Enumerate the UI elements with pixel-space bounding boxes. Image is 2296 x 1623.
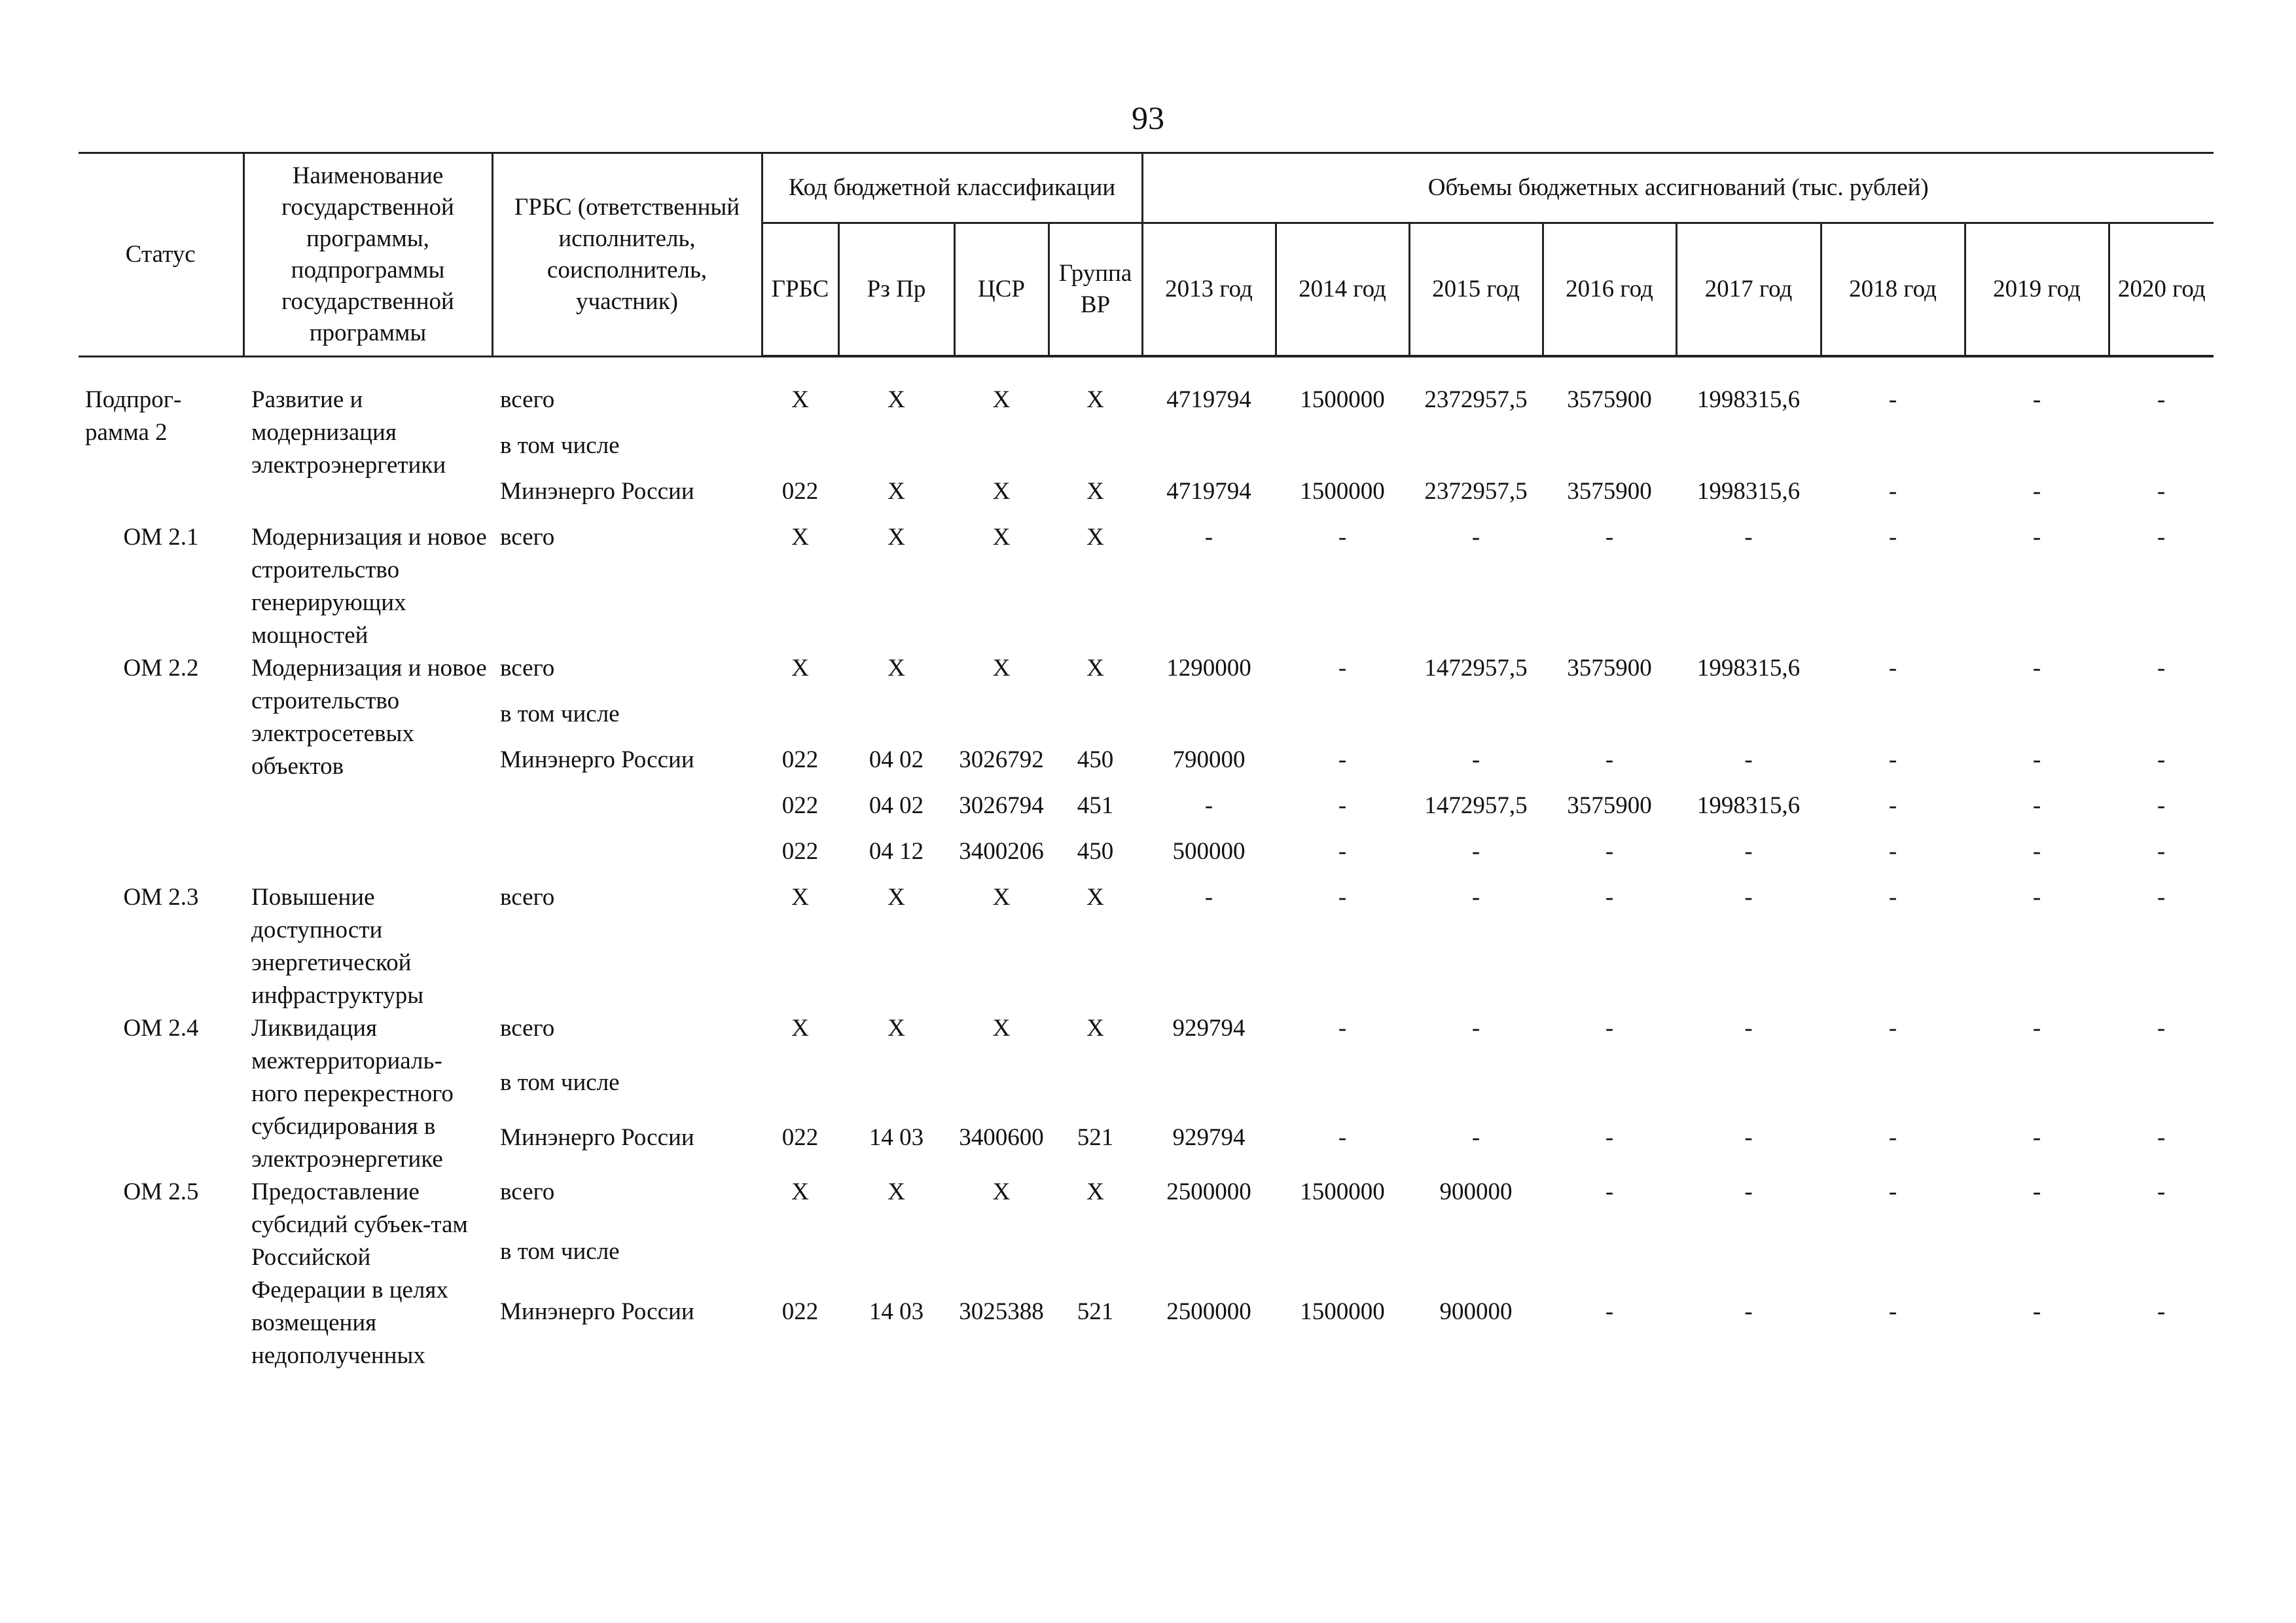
row-allocation-value: - [1338, 1123, 1347, 1151]
table-row [79, 1012, 2214, 1067]
row-budget-code [762, 1067, 838, 1121]
row-allocation-value: - [1204, 884, 1213, 911]
row-budget-code: 14 03 [869, 1123, 924, 1151]
row-allocation-value: - [2157, 1298, 2166, 1325]
row-allocation-value: - [2032, 792, 2041, 819]
row-budget-code: 3025388 [959, 1298, 1044, 1325]
row-executor: Минэнерго России [500, 746, 694, 773]
row-allocation-value: - [1338, 655, 1347, 682]
row-allocation-value: - [1888, 524, 1897, 551]
row-allocation-value: - [2032, 1015, 2041, 1042]
row-budget-code: X [1086, 524, 1104, 551]
row-budget-code [954, 429, 1049, 475]
row-allocation-value: - [1744, 1298, 1753, 1325]
row-budget-code: X [888, 655, 905, 682]
row-allocation-value: 1998315,6 [1696, 386, 1801, 413]
row-allocation-value: 1472957,5 [1424, 655, 1528, 682]
row-allocation-value: 4719794 [1166, 478, 1251, 505]
table-row [79, 521, 2214, 652]
row-budget-code [954, 698, 1049, 744]
row-allocation-value: - [1888, 746, 1897, 773]
row-allocation-value [1821, 1235, 1965, 1295]
row-budget-code: X [888, 1178, 905, 1205]
row-allocation-value: - [2032, 838, 2041, 865]
row-allocation-value: 500000 [1172, 838, 1246, 865]
row-budget-code: X [1086, 478, 1104, 505]
row-allocation-value: 1998315,6 [1696, 655, 1801, 682]
row-budget-code [838, 1067, 954, 1121]
row-allocation-value: - [1605, 524, 1614, 551]
row-allocation-value: - [1471, 838, 1480, 865]
row-budget-code: X [992, 884, 1011, 911]
row-allocation-value: - [1888, 1178, 1897, 1205]
row-budget-code: 04 12 [869, 838, 924, 865]
row-allocation-value [1409, 1067, 1543, 1121]
row-allocation-value [1676, 1067, 1821, 1121]
row-allocation-value: - [1744, 1123, 1753, 1151]
row-budget-code: 3026794 [959, 792, 1044, 819]
table-row [79, 652, 2214, 698]
row-budget-code: X [1086, 386, 1104, 413]
row-allocation-value: - [2032, 478, 2041, 505]
row-budget-code: X [1086, 655, 1104, 682]
row-allocation-value: - [2157, 1123, 2166, 1151]
row-allocation-value: 1500000 [1300, 1178, 1385, 1205]
row-allocation-value: 1998315,6 [1696, 478, 1801, 505]
row-allocation-value: - [1471, 524, 1480, 551]
row-allocation-value: - [1471, 1123, 1480, 1151]
row-budget-code [1049, 1235, 1142, 1295]
row-allocation-value: 3575900 [1567, 655, 1652, 682]
row-allocation-value: 1998315,6 [1696, 792, 1801, 819]
row-budget-code [838, 429, 954, 475]
row-allocation-value: - [1888, 386, 1897, 413]
row-allocation-value [1409, 1235, 1543, 1295]
header-budget-code: Код бюджетной классификации [762, 153, 1142, 223]
row-budget-code [954, 1235, 1049, 1295]
row-budget-code: 022 [781, 746, 819, 773]
row-allocation-value: - [1888, 838, 1897, 865]
row-executor: всего [500, 1015, 555, 1042]
row-allocation-value: - [1888, 655, 1897, 682]
row-allocation-value: - [1471, 1015, 1480, 1042]
row-allocation-value: 1472957,5 [1424, 792, 1528, 819]
row-allocation-value: - [1471, 746, 1480, 773]
row-allocation-value [1409, 429, 1543, 475]
row-allocation-value: 929794 [1172, 1123, 1246, 1151]
row-allocation-value [1965, 698, 2109, 744]
row-budget-code: X [888, 524, 905, 551]
row-budget-code: 04 02 [869, 746, 924, 773]
row-budget-code: X [992, 1178, 1011, 1205]
header-code-vr: Группа ВР [1049, 223, 1142, 357]
row-allocation-value: - [1744, 524, 1753, 551]
row-allocation-value: 2372957,5 [1424, 386, 1528, 413]
row-executor: всего [500, 524, 555, 551]
header-code-grbs: ГРБС [762, 223, 838, 357]
row-allocation-value [1965, 1067, 2109, 1121]
row-budget-code: X [1086, 1178, 1104, 1205]
row-allocation-value: 900000 [1439, 1298, 1513, 1325]
row-allocation-value [1543, 698, 1676, 744]
row-allocation-value: 1500000 [1300, 386, 1385, 413]
row-allocation-value [1676, 1235, 1821, 1295]
row-allocation-value [1409, 698, 1543, 744]
row-budget-code: X [1086, 884, 1104, 911]
header-year: 2017 год [1676, 223, 1821, 357]
row-budget-code: 450 [1077, 838, 1114, 865]
row-budget-code [1049, 1067, 1142, 1121]
row-allocation-value: 1290000 [1166, 655, 1251, 682]
row-allocation-value: - [1605, 1015, 1614, 1042]
row-allocation-value: - [2157, 746, 2166, 773]
row-allocation-value: - [1744, 1178, 1753, 1205]
row-allocation-value [1965, 429, 2109, 475]
header-budget-volumes: Объемы бюджетных ассигнований (тыс. рублей) [1142, 153, 2214, 223]
row-allocation-value: - [1605, 838, 1614, 865]
row-allocation-value: - [1338, 1015, 1347, 1042]
row-allocation-value: - [1204, 524, 1213, 551]
header-year: 2016 год [1543, 223, 1676, 357]
row-budget-code: 022 [781, 478, 819, 505]
row-status: Подпрог-рамма 2 [85, 386, 182, 446]
row-allocation-value: - [2157, 386, 2166, 413]
row-allocation-value: 900000 [1439, 1178, 1513, 1205]
row-allocation-value [1142, 429, 1276, 475]
row-budget-code: X [888, 884, 905, 911]
row-allocation-value: - [2032, 386, 2041, 413]
row-executor: Минэнерго России [500, 478, 694, 505]
row-allocation-value [2109, 1067, 2214, 1121]
row-executor: всего [500, 884, 555, 911]
row-allocation-value [1543, 1235, 1676, 1295]
row-allocation-value: - [1744, 746, 1753, 773]
table-row [79, 1176, 2214, 1235]
row-budget-code: X [791, 655, 809, 682]
row-allocation-value: - [2157, 1178, 2166, 1205]
row-allocation-value: 2500000 [1166, 1178, 1251, 1205]
row-allocation-value [2109, 698, 2214, 744]
row-budget-code [762, 1235, 838, 1295]
row-allocation-value [1142, 1067, 1276, 1121]
header-year: 2014 год [1276, 223, 1409, 357]
header-year: 2019 год [1965, 223, 2109, 357]
row-allocation-value: 1500000 [1300, 478, 1385, 505]
row-executor: в том числе [500, 701, 620, 727]
row-allocation-value: - [2032, 1298, 2041, 1325]
row-status: ОМ 2.1 [123, 524, 199, 551]
row-allocation-value: - [1204, 792, 1213, 819]
row-budget-code: 451 [1077, 792, 1114, 819]
row-allocation-value [1142, 698, 1276, 744]
row-allocation-value [1543, 1067, 1676, 1121]
header-grbs-executor: ГРБС (ответственный исполнитель, соисполнитель, участник) [492, 153, 762, 357]
row-allocation-value: - [2157, 478, 2166, 505]
row-allocation-value: 929794 [1172, 1015, 1246, 1042]
row-allocation-value: - [1605, 1298, 1614, 1325]
row-allocation-value: - [2032, 746, 2041, 773]
row-allocation-value: - [1605, 746, 1614, 773]
gap-cell [79, 356, 2214, 384]
row-executor [492, 790, 762, 835]
row-allocation-value [1276, 1067, 1409, 1121]
row-executor: всего [500, 655, 555, 682]
table-body [79, 356, 2214, 1372]
row-budget-code: 022 [781, 1123, 819, 1151]
row-program-name: Повышение доступности энергетической инфраструктуры [251, 884, 424, 1009]
header-gap-row [79, 356, 2214, 384]
row-allocation-value: 3575900 [1567, 386, 1652, 413]
row-allocation-value: - [1744, 1015, 1753, 1042]
row-allocation-value: - [2157, 838, 2166, 865]
row-allocation-value: 3575900 [1567, 478, 1652, 505]
row-allocation-value: - [1605, 1123, 1614, 1151]
row-allocation-value: - [2157, 884, 2166, 911]
row-allocation-value: - [2032, 1123, 2041, 1151]
row-allocation-value: - [1338, 524, 1347, 551]
row-allocation-value [1676, 698, 1821, 744]
row-allocation-value [1821, 429, 1965, 475]
header-code-rzpr: Рз Пр [838, 223, 954, 357]
row-budget-code: X [791, 1178, 809, 1205]
row-allocation-value: - [1471, 884, 1480, 911]
row-allocation-value: 2500000 [1166, 1298, 1251, 1325]
header-year: 2020 год [2109, 223, 2214, 357]
row-allocation-value: - [2032, 524, 2041, 551]
row-status: ОМ 2.2 [123, 655, 199, 682]
row-budget-code: 022 [781, 838, 819, 865]
row-budget-code: 3400600 [959, 1123, 1044, 1151]
row-program-name: Развитие и модернизация электроэнергетики [251, 386, 446, 479]
row-allocation-value [2109, 429, 2214, 475]
row-allocation-value: 1500000 [1300, 1298, 1385, 1325]
row-budget-code: X [1086, 1015, 1104, 1042]
row-budget-code: X [992, 478, 1011, 505]
row-budget-code [838, 1235, 954, 1295]
row-budget-code: X [791, 386, 809, 413]
row-budget-code: X [791, 1015, 809, 1042]
row-allocation-value [1676, 429, 1821, 475]
row-allocation-value [1965, 1235, 2109, 1295]
page-number: 93 [1132, 100, 1164, 136]
row-allocation-value: - [2157, 792, 2166, 819]
header-code-csr: ЦСР [954, 223, 1049, 357]
row-budget-code: 022 [781, 1298, 819, 1325]
row-allocation-value [2109, 1235, 2214, 1295]
row-allocation-value [1276, 1235, 1409, 1295]
row-allocation-value [1543, 429, 1676, 475]
row-budget-code [762, 698, 838, 744]
row-executor: в том числе [500, 1069, 620, 1097]
row-budget-code [838, 698, 954, 744]
row-status: ОМ 2.5 [123, 1178, 199, 1205]
row-budget-code: X [992, 524, 1011, 551]
table-header [79, 153, 2214, 357]
row-allocation-value [1276, 698, 1409, 744]
row-budget-code [954, 1067, 1049, 1121]
row-executor: Минэнерго России [500, 1298, 694, 1325]
table-row [79, 881, 2214, 1012]
row-allocation-value [1142, 1235, 1276, 1295]
row-allocation-value: - [1605, 1178, 1614, 1205]
row-budget-code: 022 [781, 792, 819, 819]
row-executor [492, 835, 762, 881]
row-allocation-value: 790000 [1172, 746, 1246, 773]
row-allocation-value: - [1888, 792, 1897, 819]
row-budget-code [1049, 698, 1142, 744]
row-executor: всего [500, 1178, 555, 1205]
header-year: 2015 год [1409, 223, 1543, 357]
row-budget-code [1049, 429, 1142, 475]
row-allocation-value: - [2157, 1015, 2166, 1042]
row-status: ОМ 2.4 [123, 1015, 199, 1042]
row-program-name: Ликвидация межтерриториаль-ного перекрестного субсидирования в электроэнергетике [251, 1015, 454, 1173]
table-row [79, 384, 2214, 429]
row-executor: в том числе [500, 1238, 620, 1266]
row-budget-code: X [992, 655, 1011, 682]
row-allocation-value: - [1888, 1123, 1897, 1151]
row-allocation-value: - [1888, 1298, 1897, 1325]
row-budget-code: 450 [1077, 746, 1114, 773]
row-program-name: Модернизация и новое строительство генерирующих мощностей [251, 524, 487, 649]
row-allocation-value: 4719794 [1166, 386, 1251, 413]
budget-table-container [79, 152, 2214, 1372]
row-budget-code: 3400206 [959, 838, 1044, 865]
row-allocation-value: - [1338, 746, 1347, 773]
row-budget-code: 04 02 [869, 792, 924, 819]
row-allocation-value: - [2157, 524, 2166, 551]
row-allocation-value [1276, 429, 1409, 475]
row-allocation-value [1821, 698, 1965, 744]
row-allocation-value: - [1338, 792, 1347, 819]
row-allocation-value: 2372957,5 [1424, 478, 1528, 505]
row-allocation-value: - [1338, 884, 1347, 911]
row-budget-code [762, 429, 838, 475]
row-budget-code: 521 [1077, 1298, 1114, 1325]
row-budget-code: X [992, 1015, 1011, 1042]
row-allocation-value: - [1744, 884, 1753, 911]
row-program-name: Предоставление субсидий субъек-там Российской Федерации в целях возмещения недополученных [251, 1178, 468, 1369]
row-allocation-value [1821, 1067, 1965, 1121]
row-budget-code: 3026792 [959, 746, 1044, 773]
row-allocation-value: - [1888, 884, 1897, 911]
row-budget-code: 521 [1077, 1123, 1114, 1151]
row-executor: в том числе [500, 432, 620, 459]
row-status: ОМ 2.3 [123, 884, 199, 911]
row-budget-code: X [888, 1015, 905, 1042]
row-budget-code: X [888, 386, 905, 413]
header-year: 2018 год [1821, 223, 1965, 357]
header-status: Статус [79, 153, 243, 357]
header-program-name: Наименование государственной программы, подпрограммы государственной программы [243, 153, 492, 357]
row-executor: всего [500, 386, 555, 413]
row-budget-code: X [791, 524, 809, 551]
row-budget-code: X [992, 386, 1011, 413]
row-allocation-value: - [2032, 655, 2041, 682]
row-allocation-value: - [1888, 1015, 1897, 1042]
row-program-name: Модернизация и новое строительство электросетевых объектов [251, 655, 487, 780]
row-allocation-value: 3575900 [1567, 792, 1652, 819]
header-year: 2013 год [1142, 223, 1276, 357]
row-budget-code: X [791, 884, 809, 911]
row-budget-code: X [888, 478, 905, 505]
row-allocation-value: - [1888, 478, 1897, 505]
row-allocation-value: - [2157, 655, 2166, 682]
row-allocation-value: - [2032, 1178, 2041, 1205]
row-executor: Минэнерго России [500, 1123, 694, 1151]
row-allocation-value: - [1338, 838, 1347, 865]
row-allocation-value: - [1744, 838, 1753, 865]
row-allocation-value: - [2032, 884, 2041, 911]
row-budget-code: 14 03 [869, 1298, 924, 1325]
row-allocation-value: - [1605, 884, 1614, 911]
budget-allocation-table [79, 152, 2214, 1372]
